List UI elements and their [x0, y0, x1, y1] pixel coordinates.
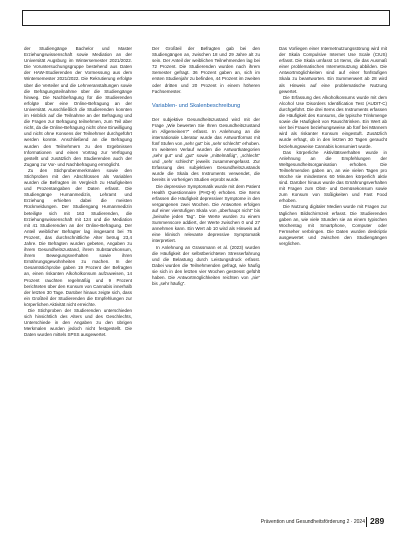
paragraph: Die depressive Symptomatik wurde mit dem Patient Health Questionnaire (PHQ-9) erhoben. Die Items erfassen die Häufigkeit depressiver Symptome in den vergangenen zwei Wochen. Die Antworten erfolgen auf einer vierstufigen Skala von „überhaupt nicht“ bis „beinahe jeden Tag“. Die Werte wurden zu einem Summenscore addiert, der Werte zwischen 0 und 27 annehmen kann. Ein Wert ab 10 wird als Hinweis auf eine klinisch relevante depressive Symptomatik interpretiert. — [152, 183, 260, 244]
section-heading: Variablen- und Skalenbeschreibung — [152, 102, 241, 109]
paragraph: Der Großteil der Befragten gab bei den Studiengängen an, zwischen 18 und 29 Jahre alt zu sein. Der Anteil der weiblichen Teilnehmenden lag bei 72 Prozent. Die Studierenden wurden nach ihrem Semester gefragt. 36 Prozent gaben an, sich im ersten Studienjahr zu befinden, 44 Prozent im zweiten oder dritten und 20 Prozent in einem höheren Fachsemester. — [152, 46, 260, 94]
paragraph: Der subjektive Gesundheitszustand wird mit der Frage „Wie bewerten Sie Ihren Gesundheitszustand im Allgemeinen?“ erfasst. In Anlehnung an die internationale Literatur wurde das Antwortformat mit fünf Stufen von „sehr gut“ bis „sehr schlecht“ erhoben. Im weiteren Verlauf wurden die Antwortkategorien „sehr gut“ und „gut“ sowie „mittelmäßig“, „schlecht“ und „sehr schlecht“ jeweils zusammengefasst. Zur Erfassung des subjektiven Gesundheitszustands wurde die Skala des Instruments verwendet, die bereits in vorherigen Studien erprobt wurde. — [152, 116, 260, 183]
paragraph: Die Nutzung digitaler Medien wurde mit Fragen zur täglichen Bildschirmzeit erfasst. Die Studierenden gaben an, wie viele Stunden sie an einem typischen Wochentag mit Smartphone, Computer oder Fernseher verbringen. Die Daten wurden deskriptiv ausgewertet und zwischen den Studiengängen verglichen. — [279, 204, 387, 246]
paragraph: Zu den Stichprobenmerkmalen sowie den Stichproben mit den Abschlüssen als Variablen wurden die Befragten im Vergleich zu Häufigkeiten und Prozentangaben der Daten erfasst. Die Studiengänge Humanmedizin, Lehramt und Erziehung erhielten dabei die meisten Rückmeldungen. Der Studiengang Humanmedizin beteiligte sich mit 163 Studierenden, die Erziehungswissenschaft mit 124 und die Mediation mit 41 Studierenden an der Online-Befragung. Der Anteil weiblicher Befragter lag insgesamt bei 75 Prozent, das durchschnittliche Alter betrug 23,4 Jahre. Die Befragten wurden gebeten, Angaben zu ihrem Gesundheitszustand, ihrem Substanzkonsum, ihrem Bewegungsverhalten sowie ihren Ernährungsgewohnheiten zu machen. In der Gesamtstichprobe gaben 19 Prozent der Befragten an, einen riskanten Alkoholkonsum aufzuweisen, 14 Prozent rauchten regelmäßig und 9 Prozent berichteten über den Konsum von Cannabis innerhalb der letzten 30 Tage. Darüber hinaus zeigte sich, dass ein Großteil der Studierenden die Empfehlungen zur körperlichen Aktivität nicht erreichte. — [24, 167, 132, 307]
paragraph: Die Erfassung des Alkoholkonsums wurde mit dem Alcohol Use Disorders Identification Test (AUDIT-C) durchgeführt. Die drei Items des Instruments erfassen die Häufigkeit des Konsums, die typische Trinkmenge sowie die Häufigkeit von Rauschtrinken. Ein Wert ab vier bei Frauen beziehungsweise ab fünf bei Männern wird als riskanter Konsum eingestuft. Zusätzlich wurde erfragt, ob in den letzten 30 Tagen geraucht beziehungsweise Cannabis konsumiert wurde. — [279, 94, 387, 149]
paragraph: der Studiengänge Bachelor und Master Erziehungswissenschaft sowie Mediation an der Universität Augsburg im Wintersemester 2021/2022. Die Voruntersuchungsgruppe bestehend aus Daten der HAW-Studierenden der Vormessung aus dem Wintersemester 2021/2022. Die Rekrutierung erfolgte über die Verteiler und die Lehrveranstaltungen sowie die Befragungsteilnahme über die Studiengänge hinweg. Die Nachbefragung für die Studierenden erfolgte über eine Online-Befragung an der Universität. Ausschließlich die Studierenden konnten im Hinblick auf die Teilnahme an der Befragung und die Fragen zur Befragung teilnehmen, zum Teil aber nicht, da die Online-Befragung nicht ohne Einwilligung und nicht ohne Konsens der Teilnehmer durchgeführt werden konnte. Anschließend an die Befragung wurden den Teilnehmern zu den Ergebnissen Informationen und einen Vortrag zur Verfügung gestellt und zusätzlich den Studierenden auch der Zugang zur Vor- und Nachbefragung ermöglicht. — [24, 46, 132, 167]
footer-divider — [366, 517, 367, 527]
text-column-2 — [152, 46, 260, 287]
page-number: 289 — [370, 516, 385, 526]
journal-citation: Prävention und Gesundheitsförderung 2 · 2024 — [260, 519, 365, 525]
paragraph: In Anlehnung an Grassmann et al. (2023) wurden die Häufigkeit der selbstberichteten Stresserfahrung und die Belastung durch Leistungsdruck erfasst. Dabei wurden die Teilnehmenden gefragt, wie häufig sie sich in den letzten vier Wochen gestresst gefühlt haben. Die Antwortmöglichkeiten reichten von „nie“ bis „sehr häufig“. — [152, 244, 260, 287]
paragraph: Das Vorliegen einer Internetnutzungsstörung wird mit der Skala Compulsive Internet Use Scale (CIUS) erfasst. Die Skala umfasst 14 Items, die das Ausmaß einer problematischen Internetnutzung abbilden. Die Antwortmöglichkeiten sind auf einer fünfstufigen Skala zu beantworten. Ein Summenwert ab 28 wird als Hinweis auf eine problematische Nutzung gewertet. — [279, 46, 387, 94]
paragraph: Die Stichproben der Studierenden unterschieden sich hinsichtlich des Alters und des Geschlechts, Unterschiede in den Angaben zu den übrigen Merkmalen wurden jedoch nicht festgestellt. Die Daten wurden mittels SPSS ausgewertet. — [24, 308, 132, 338]
text-column-1 — [24, 46, 132, 339]
paragraph: Das körperliche Aktivitätsverhalten wurde in Anlehnung an die Empfehlungen der Weltgesundheitsorganisation erhoben. Die Teilnehmenden gaben an, an wie vielen Tagen pro Woche sie mindestens 60 Minuten körperlich aktiv sind. Darüber hinaus wurde das Ernährungsverhalten mit Fragen zum Obst- und Gemüsekonsum sowie zum Konsum von Süßigkeiten und Fast Food erhoben. — [279, 149, 387, 204]
text-column-3 — [279, 46, 387, 247]
header-bar — [22, 10, 390, 26]
page-footer — [0, 516, 413, 530]
